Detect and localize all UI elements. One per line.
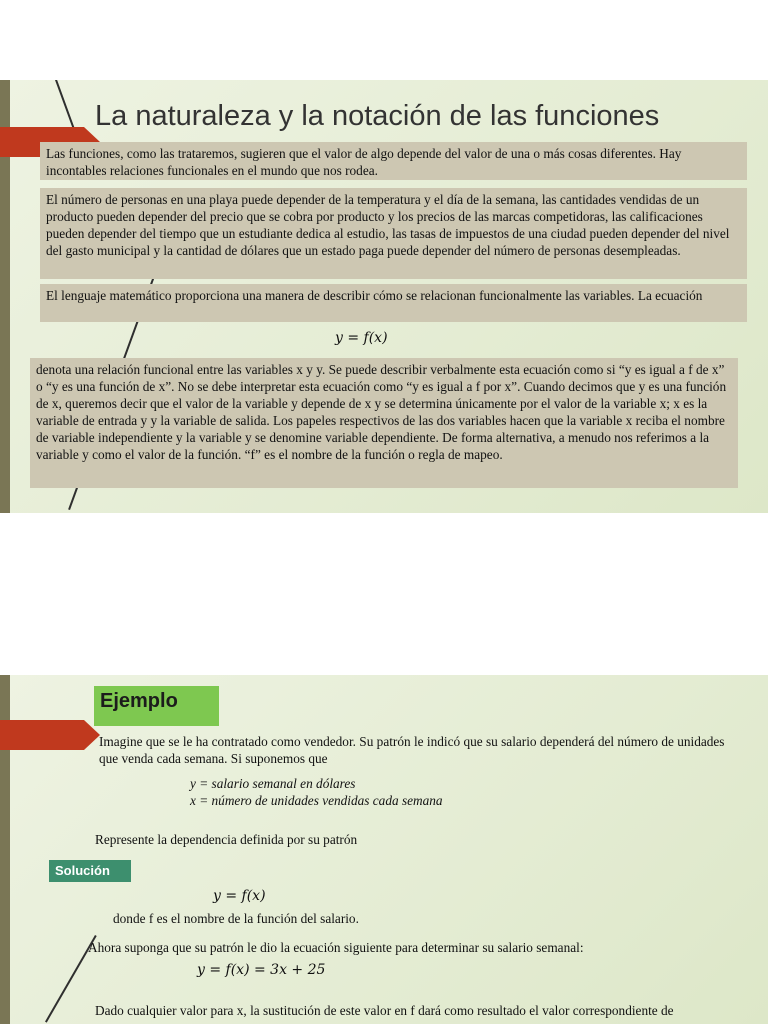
equation-y-fx: y = f(x) <box>335 330 388 346</box>
variable-definitions <box>190 775 443 809</box>
slide-notation <box>0 80 768 513</box>
example-intro: Imagine que se le ha contratado como vendedor. Su patrón le indicó que su salario dependerá del número de unidades que venda cada semana. Si suponemos que <box>99 734 725 766</box>
example-task: Represente la dependencia definida por su patrón <box>95 832 358 847</box>
text-box-explanation: denota una relación funcional entre las variables x y y. Se puede describir verbalmente esta ecuación como si “y es igual a f de x” o “y es una función de x”. No se debe interpretar esta ecuación como “y es igual a f por x”. Cuando decimos que y es una función de x, queremos decir que el valor de la variable y depende de x y se determina únicamente por el valor de la variable x; x es la variable de entrada y y la variable de salida. Los papeles respectivos de las dos variables hacen que la variable x reciba el nombre de variable independiente y la variable y se denomine variable dependiente. De forma alternativa, a menudo nos referimos a la variable y como el valor de la función. “f” es el nombre de la función o regla de mapeo. <box>30 358 738 488</box>
text-box-examples: El número de personas en una playa puede depender de la temperatura y el día de la semana, las cantidades vendidas de un producto pueden depender del precio que se cobra por producto y los precios de las marcas competidoras, las calificaciones pueden depender del tiempo que un estudiante dedica al estudio, las tasas de impuestos de una ciudad pueden depender del nivel del gasto municipal y la cantidad de dólares que un estado paga puede depender del número de personas desempleadas. <box>40 188 747 279</box>
red-arrow-marker <box>0 720 100 750</box>
slide-example <box>0 675 768 1024</box>
equation-y-fx: y = f(x) <box>213 888 266 904</box>
followup-text: Ahora suponga que su patrón le dio la ecuación siguiente para determinar su salario semanal: <box>88 940 584 955</box>
equation-note: donde f es el nombre de la función del salario. <box>113 911 359 926</box>
closing-text: Dado cualquier valor para x, la sustitución de este valor en f dará como resultado el valor correspondiente de <box>95 1003 674 1018</box>
example-heading: Ejemplo <box>94 686 219 726</box>
var-y: y = salario semanal en dólares <box>190 776 356 791</box>
slide-title: La naturaleza y la notación de las funciones <box>95 100 660 132</box>
var-x: x = número de unidades vendidas cada semana <box>190 793 443 808</box>
text-box-language: El lenguaje matemático proporciona una manera de describir cómo se relacionan funcionalmente las variables. La ecuación <box>40 284 747 322</box>
equation-salary: y = f(x) = 3x + 25 <box>197 962 326 978</box>
text-box-intro: Las funciones, como las trataremos, sugieren que el valor de algo depende del valor de una o más cosas diferentes. Hay incontables relaciones funcionales en el mundo que nos rodea. <box>40 142 747 180</box>
solution-label: Solución <box>49 860 131 882</box>
